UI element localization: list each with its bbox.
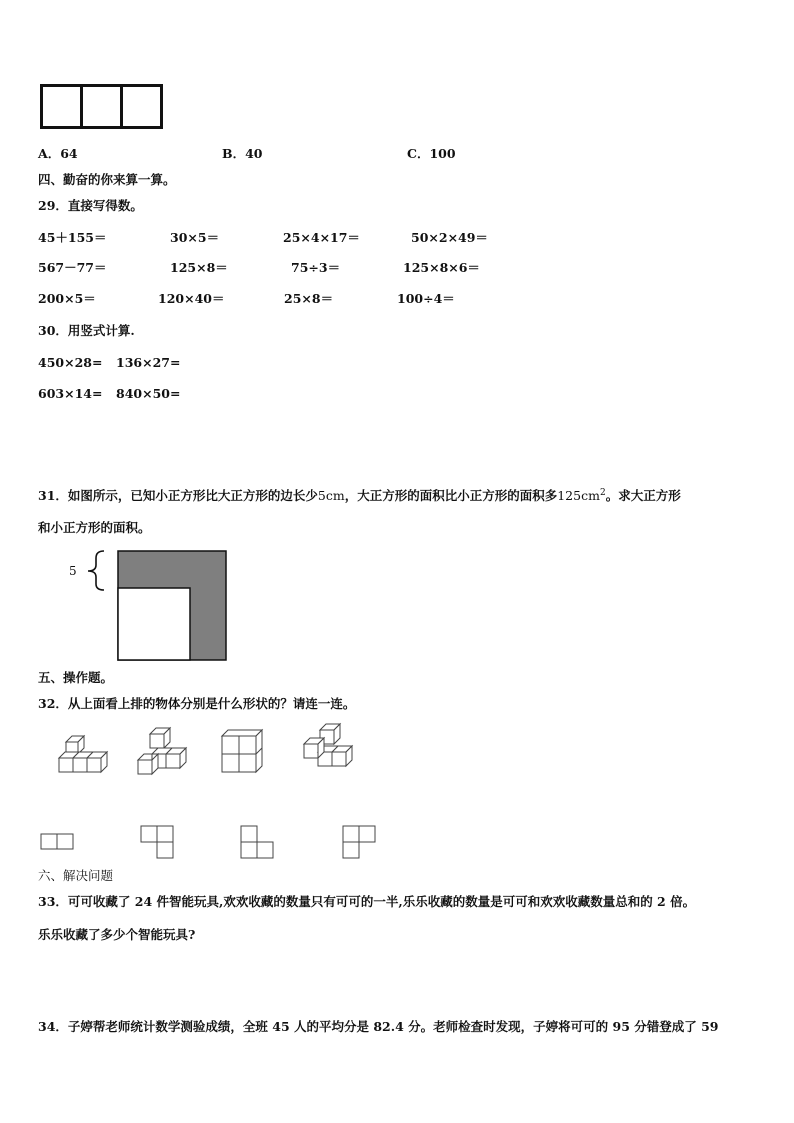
q31-squares-figure xyxy=(80,550,230,662)
option-b: B．40 xyxy=(222,146,263,161)
q30-r1-c2: 136×27= xyxy=(116,355,181,370)
section4-title: 四、勤奋的你来算一算。 xyxy=(38,172,176,187)
q29-r1-c3: 25×4×17＝ xyxy=(283,230,360,245)
q31-line1 xyxy=(38,485,681,504)
q30-title: 30．用竖式计算. xyxy=(38,323,135,338)
q30-r2-c2: 840×50= xyxy=(116,386,181,401)
q29-r3-c4: 100÷4＝ xyxy=(397,291,455,306)
q29-r3-c2: 120×40＝ xyxy=(158,291,225,306)
top-view-shape-4 xyxy=(342,825,378,861)
q29-r1-c2: 30×5＝ xyxy=(170,230,220,245)
brace-icon xyxy=(88,551,104,590)
q31-text-part1: 31．如图所示，已知小正方形比大正方形的边长少 xyxy=(38,488,318,504)
q31-text-part3: 。求大正方形 xyxy=(605,488,681,504)
option-c: C．100 xyxy=(407,146,456,161)
q31-figure-label: 5 xyxy=(69,564,77,578)
q31-unit-5cm: 5cm xyxy=(317,488,345,504)
cube-object-3 xyxy=(220,728,270,776)
q30-r1-c1: 450×28= xyxy=(38,355,103,370)
q31-line2: 和小正方形的面积。 xyxy=(38,520,151,535)
q33-line2: 乐乐收藏了多少个智能玩具? xyxy=(38,927,196,942)
cube-object-1 xyxy=(56,740,106,776)
cube-object-2 xyxy=(136,728,188,778)
q32-title: 32．从上面看上排的物体分别是什么形状的？请连一连。 xyxy=(38,696,356,711)
q29-title: 29．直接写得数。 xyxy=(38,198,143,213)
q29-r2-c3: 75÷3＝ xyxy=(291,260,341,275)
top-view-shape-1 xyxy=(40,833,76,851)
q31-text-part2: ，大正方形的面积比小正方形的面积多 xyxy=(344,488,558,504)
q29-r2-c2: 125×8＝ xyxy=(170,260,228,275)
cube-object-4 xyxy=(300,722,356,776)
q29-r1-c1: 45＋155＝ xyxy=(38,230,107,245)
q34-line1: 34．子婷帮老师统计数学测验成绩，全班 45 人的平均分是 82.4 分。老师检查时发现，子婷将可可的 95 分错登成了 59 xyxy=(38,1019,719,1034)
q29-r2-c1: 567－77＝ xyxy=(38,260,107,275)
q29-r2-c4: 125×8×6＝ xyxy=(403,260,480,275)
q31-sup: 2 xyxy=(599,488,606,498)
section5-title: 五、操作题。 xyxy=(38,670,114,685)
q30-r2-c1: 603×14= xyxy=(38,386,103,401)
q29-r3-c1: 200×5＝ xyxy=(38,291,96,306)
top-view-shape-3 xyxy=(240,825,276,861)
q29-r3-c3: 25×8＝ xyxy=(284,291,334,306)
q29-r1-c4: 50×2×49＝ xyxy=(411,230,488,245)
q33-line1: 33．可可收藏了 24 件智能玩具,欢欢收藏的数量只有可可的一半,乐乐收藏的数量是可可和欢欢收藏数量总和的 2 倍。 xyxy=(38,894,696,909)
three-squares-figure xyxy=(40,84,164,130)
section6-title: 六、解决问题 xyxy=(38,868,114,883)
option-a: A．64 xyxy=(38,146,78,161)
q31-unit-125cm: 125cm xyxy=(557,488,600,504)
top-view-shape-2 xyxy=(140,825,176,861)
